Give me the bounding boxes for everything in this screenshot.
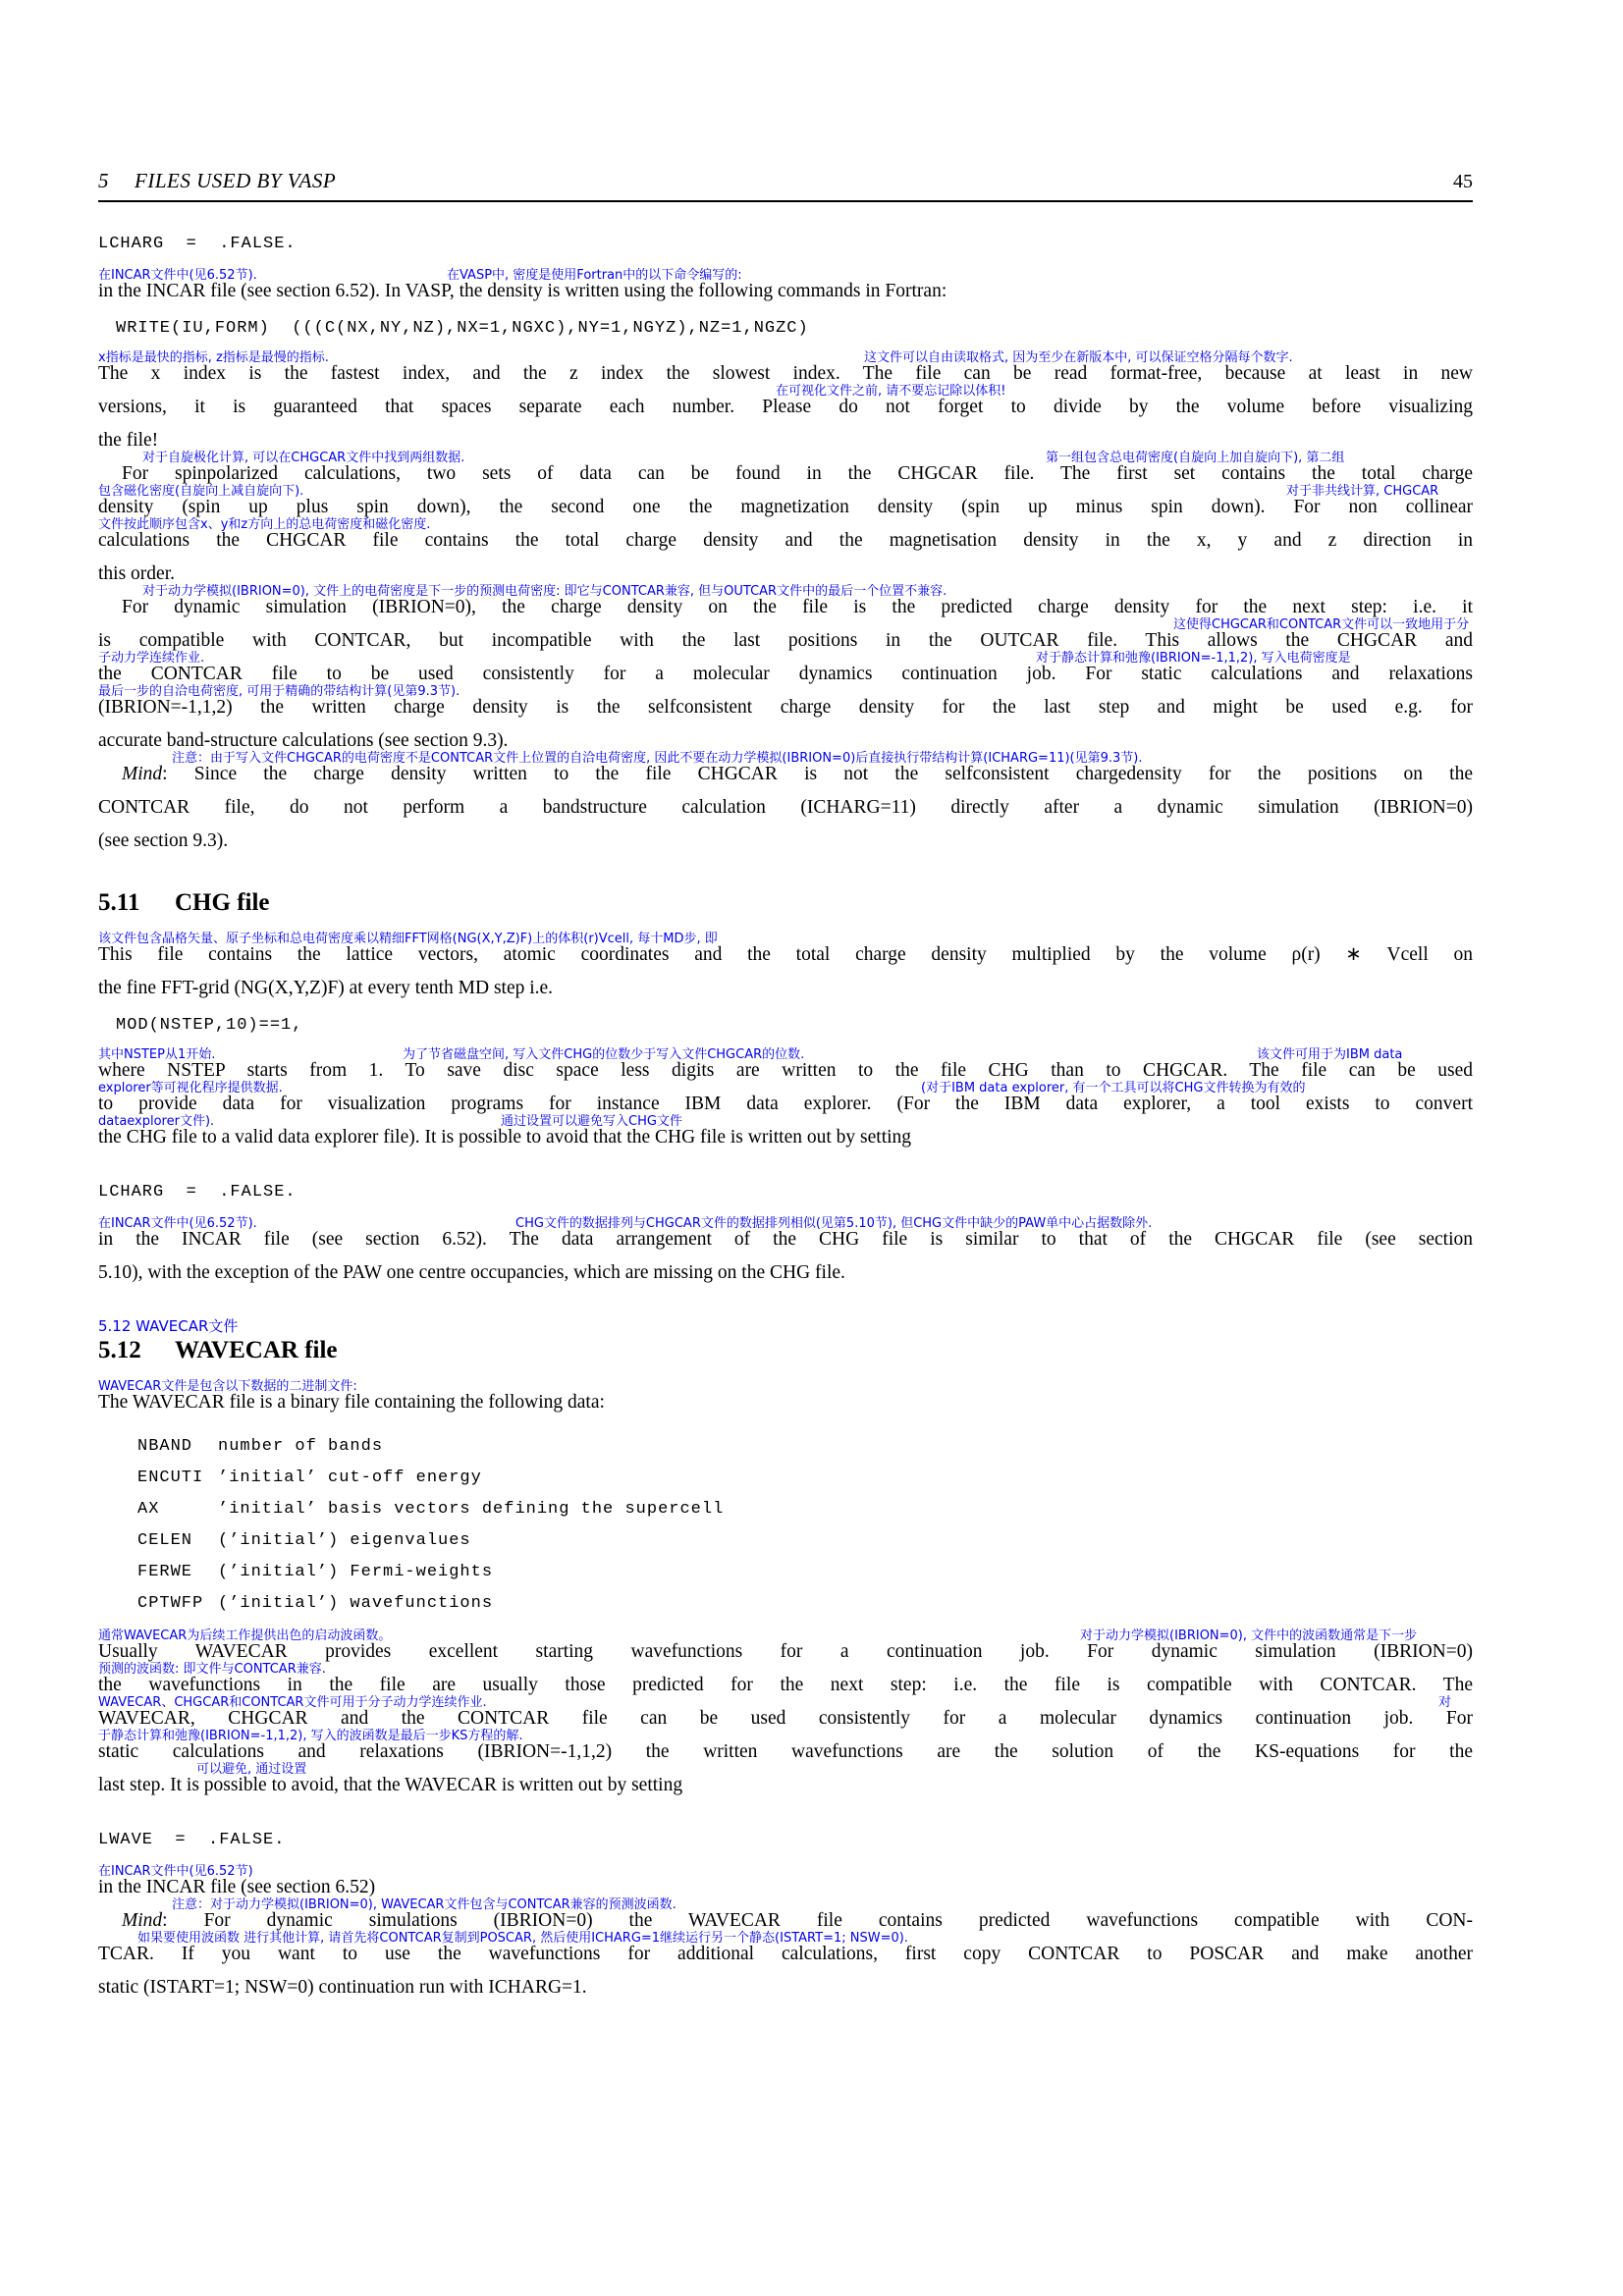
code-line: WRITE(IU,FORM) (((C(NX,NY,NZ),NX=1,NGXC),NY=1,NGYZ),NZ=1,NGZC) — [116, 319, 809, 338]
body-line — [98, 1379, 1473, 1415]
chinese-annotation: 该文件包含晶格矢量、原子坐标和总电荷密度乘以精细FFT网格(NG(X,Y,Z)F)上的体积(r)Vcell, 每十MD步, 即 — [98, 932, 718, 946]
body-line — [98, 517, 1473, 554]
section-title: FILES USED BY VASP — [135, 169, 337, 192]
body-line — [98, 787, 1473, 821]
body-line — [98, 384, 1473, 420]
chinese-annotation: 为了节省磁盘空间, 写入文件CHG的位数少于写入文件CHGCAR的位数. — [403, 1047, 805, 1062]
list-item — [137, 1525, 1473, 1557]
english-text: CONTCAR file, do not perform a bandstructure calculation (ICHARG=11) directly after a dynamic simulation (IBRION=0) — [98, 797, 1473, 818]
data-key: CELEN — [137, 1531, 193, 1550]
list-item — [137, 1588, 1473, 1620]
english-text: static calculations and relaxations (IBRION=-1,1,2) the written wavefunctions are the solution of the KS-equations for the — [98, 1741, 1473, 1762]
section-number: 5 — [98, 169, 109, 192]
italic-lead: Mind — [122, 1910, 163, 1931]
body-line — [98, 1047, 1473, 1084]
english-text: the fine FFT-grid (NG(X,Y,Z)F) at every tenth MD step i.e. — [98, 978, 554, 998]
english-text: calculations the CHGCAR file contains the total charge density and the magnetisation density in the x, y and z direction in — [98, 530, 1473, 551]
body-line — [98, 821, 1473, 854]
body-line — [98, 651, 1473, 687]
running-header-title — [98, 169, 336, 193]
english-text: versions, it is guaranteed that spaces separate each number. Please do not forget to divide by the volume before visualizing — [98, 397, 1473, 417]
english-text: 5.10), with the exception of the PAW one centre occupancies, which are missing on the CHG file. — [98, 1262, 845, 1283]
english-text: this order. — [98, 563, 175, 584]
body-line — [98, 934, 1473, 968]
english-text: the CHG file to a valid data explorer file). It is possible to avoid that the CHG file is written out by setting — [98, 1127, 912, 1148]
body-line — [98, 268, 1473, 304]
english-text: (IBRION=-1,1,2) the written charge density is the selfconsistent charge density for the last step and might be used e.g. for — [98, 697, 1473, 718]
english-text: in the INCAR file (see section 6.52). In VASP, the density is written using the following commands in Fortran: — [98, 281, 947, 301]
document-content — [98, 0, 1473, 2001]
blue-section-heading: 5.12 WAVECAR文件 — [98, 1317, 239, 1335]
data-key: NBAND — [137, 1437, 193, 1456]
chinese-annotation: CHG文件的数据排列与CHGCAR文件的数据排列相似(见第5.10节), 但CHG文件中缺少的PAW单中心占据数除外. — [515, 1216, 1153, 1231]
english-text: The x index is the fastest index, and the z index the slowest index. The file can be read format-free, because at least in new — [98, 363, 1473, 384]
chinese-annotation: 对于静态计算和弛豫(IBRION=-1,1,2), 写入电荷密度是 — [1036, 651, 1351, 666]
english-text — [122, 763, 1473, 786]
italic-lead: Mind — [122, 764, 163, 784]
section-heading-number: 5.11 — [98, 889, 140, 916]
chinese-annotation: 在INCAR文件中(见6.52节). — [98, 1216, 257, 1231]
chinese-annotation: 对于动力学模拟(IBRION=0), 文件上的电荷密度是下一步的预测电荷密度: 即它与CONTCAR兼容, 但与OUTCAR文件中的最后一个位置不兼容. — [142, 584, 947, 599]
english-text: in the INCAR file (see section 6.52). The data arrangement of the CHG file is similar to that of the CHGCAR file (see section — [98, 1229, 1473, 1250]
english-text: last step. It is possible to avoid, that the WAVECAR is written out by setting — [98, 1775, 683, 1795]
data-description: (’initial’) eigenvalues — [218, 1531, 471, 1550]
english-text: This file contains the lattice vectors, atomic coordinates and the total charge density multiplied by the volume ρ(r) ∗ Vcell on — [98, 944, 1473, 965]
body-line — [98, 484, 1473, 520]
document-body — [98, 234, 1473, 2001]
english-text: (see section 9.3). — [98, 830, 229, 851]
chinese-annotation: 对于动力学模拟(IBRION=0), 文件中的波函数通常是下一步 — [1080, 1629, 1418, 1643]
chinese-annotation: dataexplorer文件). — [98, 1114, 215, 1129]
body-line — [98, 1897, 1473, 1934]
chinese-annotation: 对 — [1438, 1695, 1452, 1710]
body-line — [98, 968, 1473, 1001]
data-description: ’initial’ cut-off energy — [218, 1468, 482, 1487]
section-heading — [98, 889, 1473, 917]
english-text: static (ISTART=1; NSW=0) continuation run with ICHARG=1. — [98, 1977, 587, 1998]
list-item — [137, 1557, 1473, 1588]
chinese-annotation: 可以避免, 通过设置 — [196, 1762, 307, 1777]
data-key: ENCUTI — [137, 1468, 204, 1487]
data-description: (’initial’) wavefunctions — [218, 1594, 494, 1613]
chinese-annotation: 这文件可以自由读取格式, 因为至少在新版本中, 可以保证空格分隔每个数字. — [864, 350, 1293, 365]
chinese-annotation: 通过设置可以避免写入CHG文件 — [501, 1114, 682, 1129]
english-text: For dynamic simulation (IBRION=0), the charge density on the file is the predicted charge density for the next step: i.e. it — [122, 597, 1473, 617]
chinese-annotation: 第一组包含总电荷密度(自旋向上加自旋向下), 第二组 — [1046, 451, 1345, 465]
english-text — [122, 1909, 1473, 1933]
chinese-annotation: 该文件可用于为IBM data — [1257, 1047, 1403, 1062]
chinese-annotation: 于静态计算和弛豫(IBRION=-1,1,2), 写入的波函数是最后一步KS方程的解. — [98, 1729, 523, 1743]
chinese-annotation: 这使得CHGCAR和CONTCAR文件可以一致地用于分 — [1173, 617, 1470, 632]
list-item — [137, 1494, 1473, 1525]
body-line — [98, 1253, 1473, 1286]
english-text: density (spin up plus spin down), the second one the magnetization density (spin up minus spin down). For non collinear — [98, 497, 1473, 517]
code-line: MOD(NSTEP,10)==1, — [116, 1016, 303, 1035]
english-text: the CONTCAR file to be used consistently for a molecular dynamics continuation job. For static calculations and relaxations — [98, 664, 1473, 684]
code-line: LCHARG = .FALSE. — [98, 1183, 297, 1201]
chinese-annotation: (对于IBM data explorer, 有一个工具可以将CHG文件转换为有效的 — [921, 1081, 1306, 1095]
chinese-annotation: WAVECAR、CHGCAR和CONTCAR文件可用于分子动力学连续作业. — [98, 1695, 487, 1710]
chinese-annotation: 预测的波函数: 即文件与CONTCAR兼容. — [98, 1662, 326, 1677]
english-text: accurate band-structure calculations (see section 9.3). — [98, 730, 509, 751]
chinese-annotation: 其中NSTEP从1开始. — [98, 1047, 216, 1062]
body-line — [98, 1631, 1473, 1665]
body-line — [98, 1762, 1473, 1798]
data-key: AX — [137, 1500, 160, 1519]
chinese-annotation: WAVECAR文件是包含以下数据的二进制文件: — [98, 1379, 357, 1394]
page-number: 45 — [1453, 171, 1473, 192]
chinese-annotation: 注意：由于写入文件CHGCAR的电荷密度不是CONTCAR文件上位置的自洽电荷密度, 因此不要在动力学模拟(IBRION=0)后直接执行带结构计算(ICHARG=11)(见第9.3节). — [172, 751, 1143, 766]
data-description: ’initial’ basis vectors defining the supercell — [218, 1500, 725, 1519]
body-line — [98, 751, 1473, 787]
chinese-annotation: x指标是最快的指标, z指标是最慢的指标. — [98, 350, 329, 365]
chinese-annotation: 在INCAR文件中(见6.52节). — [98, 268, 257, 283]
chinese-annotation: 如果要使用波函数 进行其他计算, 请首先将CONTCAR复制到POSCAR, 然后使用ICHARG=1继续运行另一个静态(ISTART=1; NSW=0). — [137, 1931, 908, 1946]
list-item — [137, 1431, 1473, 1463]
english-text: the wavefunctions in the file are usually those predicted for the next step: i.e. the file is compatible with CONTCAR. The — [98, 1675, 1473, 1695]
english-text: TCAR. If you want to use the wavefunctions for additional calculations, first copy CONTCAR to POSCAR and make another — [98, 1944, 1473, 1964]
chinese-annotation: 对于非共线计算, CHGCAR — [1286, 484, 1439, 499]
data-description: (’initial’) Fermi-weights — [218, 1563, 494, 1581]
english-text: The WAVECAR file is a binary file containing the following data: — [98, 1392, 605, 1413]
english-text-rest: : Since the charge density written to the file CHGCAR is not the selfconsistent chargedensity for the positions on the — [162, 764, 1473, 784]
code-line: LWAVE = .FALSE. — [98, 1831, 286, 1849]
chinese-annotation: 通常WAVECAR为后续工作提供出色的启动波函数。 — [98, 1629, 392, 1643]
chinese-annotation: 在INCAR文件中(见6.52节) — [98, 1864, 253, 1879]
chinese-annotation: 对于自旋极化计算, 可以在CHGCAR文件中找到两组数据. — [142, 451, 465, 465]
body-line — [98, 420, 1473, 454]
section-heading — [98, 1337, 1473, 1364]
body-line — [98, 350, 1473, 387]
chinese-annotation: 包含磁化密度(自旋向上减自旋向下). — [98, 484, 304, 499]
section-heading-title: CHG file — [175, 889, 270, 916]
section-heading-title: WAVECAR file — [175, 1337, 338, 1363]
chinese-annotation: 子动力学连续作业. — [98, 651, 205, 666]
chinese-annotation: 注意：对于动力学模拟(IBRION=0), WAVECAR文件包含与CONTCAR兼容的预测波函数. — [172, 1897, 676, 1912]
wavecar-data-list — [137, 1431, 1473, 1620]
body-line — [98, 1114, 1473, 1150]
body-line — [98, 584, 1473, 620]
code-line: LCHARG = .FALSE. — [98, 235, 297, 253]
data-key: FERWE — [137, 1563, 193, 1581]
english-text: For spinpolarized calculations, two sets of data can be found in the CHGCAR file. The first set contains the total charge — [122, 463, 1473, 484]
running-header — [98, 0, 1473, 202]
english-text: in the INCAR file (see section 6.52) — [98, 1877, 376, 1897]
body-line — [98, 1864, 1473, 1900]
body-line — [98, 1081, 1473, 1117]
body-line — [98, 451, 1473, 487]
chinese-annotation: 在可视化文件之前, 请不要忘记除以体积! — [776, 384, 1006, 399]
body-line — [98, 1931, 1473, 1967]
body-line — [98, 721, 1473, 754]
chinese-annotation: 最后一步的自洽电荷密度, 可用于精确的带结构计算(见第9.3节). — [98, 684, 460, 699]
english-text: is compatible with CONTCAR, but incompatible with the last positions in the OUTCAR file. This allows the CHGCAR and — [98, 630, 1473, 651]
data-description: number of bands — [218, 1437, 384, 1456]
body-line — [98, 1967, 1473, 2001]
body-line — [98, 554, 1473, 587]
data-key: CPTWFP — [137, 1594, 204, 1613]
english-text: to provide data for visualization programs for instance IBM data explorer. (For the IBM data explorer, a tool exists to convert — [98, 1094, 1473, 1114]
body-line — [98, 1695, 1473, 1732]
chinese-annotation: explorer等可视化程序提供数据. — [98, 1081, 283, 1095]
english-text: where NSTEP starts from 1. To save disc space less digits are written to the file CHG than to CHGCAR. The file can be used — [98, 1060, 1473, 1081]
english-text: Usually WAVECAR provides excellent starting wavefunctions for a continuation job. For dynamic simulation (IBRION=0) — [98, 1641, 1473, 1662]
body-line — [98, 684, 1473, 721]
body-line — [98, 617, 1473, 654]
english-text: WAVECAR, CHGCAR and the CONTCAR file can be used consistently for a molecular dynamics continuation job. For — [98, 1708, 1473, 1729]
body-line — [98, 1729, 1473, 1765]
chinese-annotation: 文件按此顺序包含x、y和z方向上的总电荷密度和磁化密度. — [98, 517, 431, 532]
section-heading-number: 5.12 — [98, 1337, 141, 1363]
english-text: the file! — [98, 430, 159, 451]
english-text-rest: : For dynamic simulations (IBRION=0) the WAVECAR file contains predicted wavefunctions compatible with CON- — [162, 1910, 1473, 1931]
body-line — [98, 1216, 1473, 1253]
chinese-annotation: 在VASP中, 密度是使用Fortran中的以下命令编写的: — [447, 268, 742, 283]
body-line — [98, 1662, 1473, 1698]
list-item — [137, 1463, 1473, 1494]
